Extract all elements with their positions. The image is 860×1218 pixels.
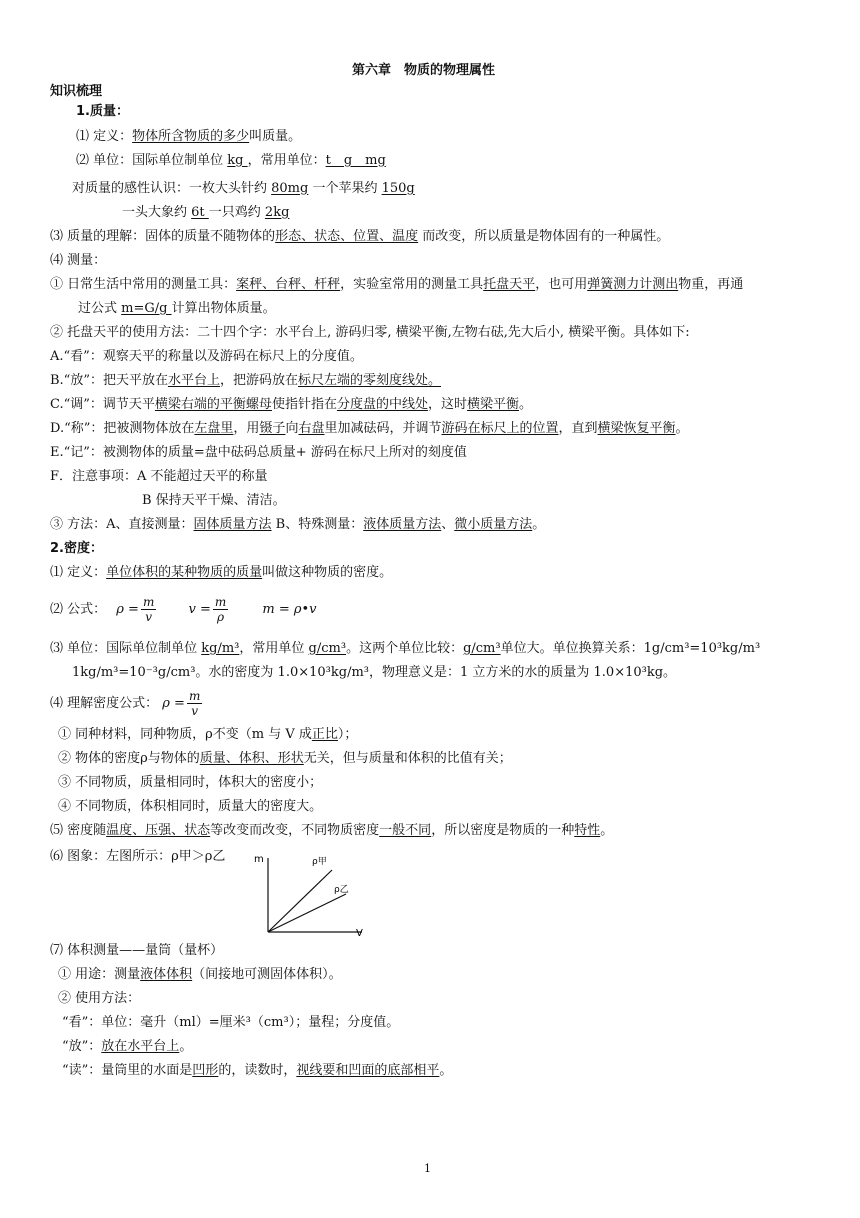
cylinder-use: ① 用途：测量液体体积（间接地可测固体体积）。 bbox=[58, 967, 342, 982]
density-graph bbox=[250, 850, 370, 940]
step-e: E.“记”：被测物体的质量=盘中砝码总质量+ 游码在标尺上所对的刻度值 bbox=[50, 445, 467, 460]
density-formula-understanding: ⑷ 理解密度公式： ρ = $\frac{m}{v}$ bbox=[50, 689, 201, 718]
graph-line2-label: ρ乙 bbox=[334, 885, 349, 895]
page-title: 第六章 物质的物理属性 bbox=[352, 63, 496, 78]
section-heading: 知识梳理 bbox=[50, 84, 103, 99]
mass-sense-1: 对质量的感性认识：一枚大头针约 80mg 一个苹果约 150g bbox=[72, 181, 415, 196]
graph-line-jia bbox=[268, 870, 332, 932]
step-c: C.“调”：调节天平横梁右端的平衡螺母使指针指在分度盘的中线处，这时横梁平衡。 bbox=[50, 397, 533, 412]
balance-usage: ② 托盘天平的使用方法：二十四个字：水平台上, 游码归零, 横梁平衡,左物右砝,先大后小, 横梁平衡。具体如下: bbox=[50, 325, 690, 340]
step-f-2: B 保持天平干燥、清洁。 bbox=[142, 493, 286, 508]
mass-unit: ⑵ 单位：国际单位制单位 kg ，常用单位：t g mg bbox=[76, 153, 386, 168]
step-a: A.“看”：观察天平的称量以及游码在标尺上的分度值。 bbox=[50, 349, 363, 364]
mass-sense-2: 一头大象约 6t 一只鸡约 2kg bbox=[122, 205, 290, 220]
mass-methods: ③ 方法：A、直接测量：固体质量方法 B、特殊测量：液体质量方法、微小质量方法。 bbox=[50, 517, 546, 532]
understand-3: ③ 不同物质，质量相同时，体积大的密度小； bbox=[58, 775, 323, 790]
measure-tools-1: ① 日常生活中常用的测量工具：案秤、台秤、杆秤，实验室常用的测量工具托盘天平，也可用弹簧测力计测出物重，再通 bbox=[50, 277, 744, 292]
mass-understanding: ⑶ 质量的理解：固体的质量不随物体的形态、状态、位置、温度 而改变，所以质量是物体固有的一种属性。 bbox=[50, 229, 670, 244]
mass-measure-label: ⑷ 测量： bbox=[50, 253, 107, 268]
cylinder-read: “读”：量筒里的水面是凹形的，读数时，视线要和凹面的底部相平。 bbox=[62, 1063, 453, 1078]
formula-rho-2: $\frac{m}{v}$ bbox=[188, 689, 201, 718]
cylinder-look: “看”：单位：毫升（ml）=厘米³（cm³）；量程；分度值。 bbox=[62, 1015, 400, 1030]
volume-measure: ⑺ 体积测量——量筒（量杯） bbox=[50, 943, 224, 958]
graph-y-label: m bbox=[254, 854, 264, 865]
graph-label: ⑹ 图象：左图所示：ρ甲＞ρ乙 bbox=[50, 849, 226, 864]
cylinder-how: ② 使用方法： bbox=[58, 991, 141, 1006]
graph-x-label: V bbox=[356, 928, 363, 939]
graph-line-yi bbox=[268, 894, 346, 932]
cylinder-put: “放”：放在水平台上。 bbox=[62, 1039, 193, 1054]
step-d: D.“称”：把被测物体放在左盘里，用镊子向右盘里加减砝码，并调节游码在标尺上的位置，直到横梁恢复平衡。 bbox=[50, 421, 689, 436]
page-number: 1 bbox=[424, 1162, 431, 1175]
understand-4: ④ 不同物质，体积相同时，质量大的密度大。 bbox=[58, 799, 323, 814]
density-definition: ⑴ 定义：单位体积的某种物质的质量叫做这种物质的密度。 bbox=[50, 565, 393, 580]
density-formulas: ⑵ 公式： ρ = $\frac{m}{v}$ v = $\frac{m}{\rho}$ m = ρ•v bbox=[50, 595, 317, 624]
density-changes: ⑸ 密度随温度、压强、状态等改变而改变，不同物质密度一般不同，所以密度是物质的一种特性。 bbox=[50, 823, 614, 838]
mass-definition: ⑴ 定义：物体所含物质的多少叫质量。 bbox=[76, 129, 302, 144]
mass-title: 1.质量： bbox=[76, 104, 129, 119]
step-b: B.“放”：把天平放在水平台上，把游码放在标尺左端的零刻度线处。 bbox=[50, 373, 442, 388]
understand-2: ② 物体的密度ρ与物体的质量、体积、形状无关，但与质量和体积的比值有关； bbox=[58, 751, 512, 766]
measure-tools-2: 过公式 m=G/g 计算出物体质量。 bbox=[78, 301, 276, 316]
understand-1: ① 同种材料，同种物质，ρ不变（m 与 V 成正比）； bbox=[58, 727, 358, 742]
graph-line1-label: ρ甲 bbox=[312, 857, 327, 867]
formula-v: $\frac{m}{\rho}$ bbox=[214, 595, 227, 624]
formula-rho: $\frac{m}{v}$ bbox=[142, 595, 155, 624]
density-title: 2.密度： bbox=[50, 541, 103, 556]
step-f-1: F．注意事项：A 不能超过天平的称量 bbox=[50, 469, 268, 484]
density-unit-1: ⑶ 单位：国际单位制单位 kg/m³，常用单位 g/cm³。这两个单位比较：g/cm³单位大。单位换算关系：1g/cm³=10³kg/m³ bbox=[50, 641, 761, 656]
density-unit-2: 1kg/m³=10⁻³g/cm³。水的密度为 1.0×10³kg/m³，物理意义是：1 立方米的水的质量为 1.0×10³kg。 bbox=[72, 665, 677, 680]
